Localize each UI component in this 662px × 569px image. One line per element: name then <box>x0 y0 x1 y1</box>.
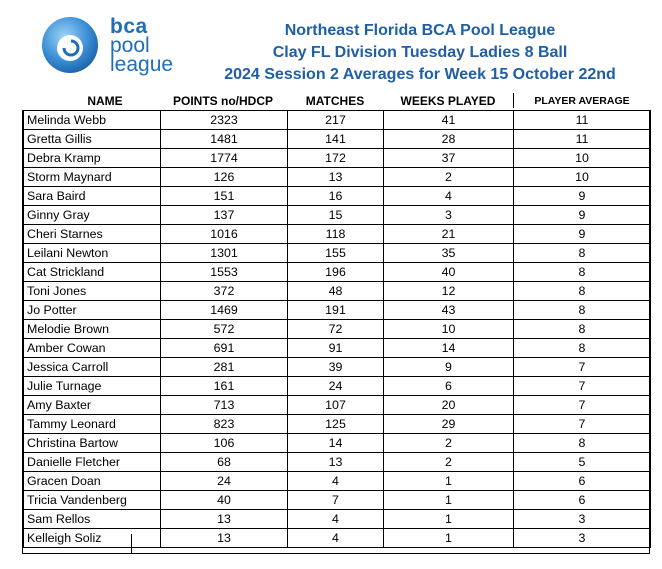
report-titles <box>190 20 650 86</box>
logo-line-league: league <box>110 53 174 76</box>
points-cell: 1016 <box>161 225 288 244</box>
points-cell: 2323 <box>161 111 288 130</box>
weeks-cell: 10 <box>384 320 514 339</box>
average-cell: 8 <box>514 320 651 339</box>
player-name: Cheri Starnes <box>24 225 161 244</box>
matches-cell: 15 <box>288 206 384 225</box>
player-name: Kelleigh Soliz <box>24 529 161 548</box>
average-cell: 7 <box>514 358 651 377</box>
player-name: Christina Bartow <box>24 434 161 453</box>
player-name: Tammy Leonard <box>24 415 161 434</box>
table-row <box>24 206 651 225</box>
points-cell: 13 <box>161 529 288 548</box>
average-cell: 11 <box>514 130 651 149</box>
averages-table-body <box>24 111 651 548</box>
weeks-cell: 29 <box>384 415 514 434</box>
points-cell: 281 <box>161 358 288 377</box>
table-row <box>24 149 651 168</box>
player-name: Amber Cowan <box>24 339 161 358</box>
player-name: Melodie Brown <box>24 320 161 339</box>
average-cell: 3 <box>514 510 651 529</box>
table-row <box>24 111 651 130</box>
average-cell: 8 <box>514 434 651 453</box>
logo-line-bca: bca <box>110 15 148 38</box>
matches-cell: 196 <box>288 263 384 282</box>
player-name: Tricia Vandenberg <box>24 491 161 510</box>
matches-cell: 125 <box>288 415 384 434</box>
average-cell: 7 <box>514 377 651 396</box>
points-cell: 1774 <box>161 149 288 168</box>
matches-cell: 118 <box>288 225 384 244</box>
weeks-cell: 1 <box>384 491 514 510</box>
points-cell: 691 <box>161 339 288 358</box>
matches-cell: 155 <box>288 244 384 263</box>
player-name: Sara Baird <box>24 187 161 206</box>
column-header-average: PLAYER AVERAGE <box>534 95 630 107</box>
points-cell: 106 <box>161 434 288 453</box>
player-name: Jo Potter <box>24 301 161 320</box>
weeks-cell: 37 <box>384 149 514 168</box>
points-cell: 126 <box>161 168 288 187</box>
logo-line-pool: pool <box>110 34 150 57</box>
player-name: Storm Maynard <box>24 168 161 187</box>
table-row <box>24 434 651 453</box>
points-cell: 68 <box>161 453 288 472</box>
average-cell: 5 <box>514 453 651 472</box>
weeks-cell: 35 <box>384 244 514 263</box>
weeks-cell: 43 <box>384 301 514 320</box>
points-cell: 1481 <box>161 130 288 149</box>
division-title: Clay FL Division Tuesday Ladies 8 Ball <box>272 44 568 61</box>
matches-cell: 191 <box>288 301 384 320</box>
matches-cell: 7 <box>288 491 384 510</box>
table-row <box>24 453 651 472</box>
table-row <box>24 130 651 149</box>
matches-cell: 4 <box>288 510 384 529</box>
player-name: Jessica Carroll <box>24 358 161 377</box>
points-cell: 24 <box>161 472 288 491</box>
points-cell: 161 <box>161 377 288 396</box>
table-row <box>24 187 651 206</box>
table-row <box>24 301 651 320</box>
matches-cell: 13 <box>288 453 384 472</box>
logo-wordmark <box>110 17 173 74</box>
table-row <box>24 168 651 187</box>
average-cell: 11 <box>514 111 651 130</box>
points-cell: 40 <box>161 491 288 510</box>
table-row <box>24 415 651 434</box>
table-row <box>24 244 651 263</box>
average-cell: 8 <box>514 301 651 320</box>
column-header-name: NAME <box>87 94 123 108</box>
column-header-weeks: WEEKS PLAYED <box>400 94 496 108</box>
column-header-matches: MATCHES <box>305 94 365 108</box>
matches-cell: 72 <box>288 320 384 339</box>
bca-pool-league-logo <box>30 15 180 85</box>
table-row <box>24 510 651 529</box>
table-row <box>24 529 651 548</box>
average-cell: 7 <box>514 396 651 415</box>
average-cell: 9 <box>514 187 651 206</box>
average-cell: 8 <box>514 263 651 282</box>
table-row <box>24 320 651 339</box>
points-cell: 1553 <box>161 263 288 282</box>
average-cell: 10 <box>514 149 651 168</box>
matches-cell: 91 <box>288 339 384 358</box>
matches-cell: 4 <box>288 529 384 548</box>
weeks-cell: 1 <box>384 510 514 529</box>
average-cell: 8 <box>514 282 651 301</box>
weeks-cell: 9 <box>384 358 514 377</box>
weeks-cell: 41 <box>384 111 514 130</box>
player-name: Ginny Gray <box>24 206 161 225</box>
average-cell: 7 <box>514 415 651 434</box>
player-name: Julie Turnage <box>24 377 161 396</box>
average-cell: 9 <box>514 225 651 244</box>
average-cell: 8 <box>514 244 651 263</box>
table-row <box>24 472 651 491</box>
matches-cell: 48 <box>288 282 384 301</box>
table-row <box>24 282 651 301</box>
weeks-cell: 12 <box>384 282 514 301</box>
league-title: Northeast Florida BCA Pool League <box>284 22 556 39</box>
weeks-cell: 1 <box>384 529 514 548</box>
table-row <box>24 263 651 282</box>
points-cell: 137 <box>161 206 288 225</box>
player-name: Amy Baxter <box>24 396 161 415</box>
player-name: Gracen Doan <box>24 472 161 491</box>
points-cell: 13 <box>161 510 288 529</box>
weeks-cell: 2 <box>384 434 514 453</box>
weeks-cell: 2 <box>384 453 514 472</box>
points-cell: 1469 <box>161 301 288 320</box>
table-row <box>24 358 651 377</box>
points-cell: 713 <box>161 396 288 415</box>
weeks-cell: 20 <box>384 396 514 415</box>
player-name: Danielle Fletcher <box>24 453 161 472</box>
weeks-cell: 21 <box>384 225 514 244</box>
average-cell: 10 <box>514 168 651 187</box>
points-cell: 372 <box>161 282 288 301</box>
matches-cell: 16 <box>288 187 384 206</box>
table-row <box>24 225 651 244</box>
matches-cell: 217 <box>288 111 384 130</box>
points-cell: 572 <box>161 320 288 339</box>
player-name: Debra Kramp <box>24 149 161 168</box>
average-cell: 3 <box>514 529 651 548</box>
player-name: Gretta Gillis <box>24 130 161 149</box>
averages-table <box>23 110 651 548</box>
matches-cell: 172 <box>288 149 384 168</box>
points-cell: 151 <box>161 187 288 206</box>
matches-cell: 141 <box>288 130 384 149</box>
weeks-cell: 40 <box>384 263 514 282</box>
header-divider <box>513 93 514 108</box>
player-name: Toni Jones <box>24 282 161 301</box>
average-cell: 9 <box>514 206 651 225</box>
weeks-cell: 6 <box>384 377 514 396</box>
average-cell: 6 <box>514 472 651 491</box>
weeks-cell: 14 <box>384 339 514 358</box>
points-cell: 1301 <box>161 244 288 263</box>
matches-cell: 24 <box>288 377 384 396</box>
table-row <box>24 339 651 358</box>
player-name: Leilani Newton <box>24 244 161 263</box>
average-cell: 8 <box>514 339 651 358</box>
matches-cell: 13 <box>288 168 384 187</box>
table-row <box>24 377 651 396</box>
weeks-cell: 28 <box>384 130 514 149</box>
table-row <box>24 491 651 510</box>
matches-cell: 39 <box>288 358 384 377</box>
weeks-cell: 2 <box>384 168 514 187</box>
average-cell: 6 <box>514 491 651 510</box>
last-row-divider <box>131 534 132 553</box>
column-header-points: POINTS no/HDCP <box>172 94 273 108</box>
player-name: Cat Strickland <box>24 263 161 282</box>
matches-cell: 4 <box>288 472 384 491</box>
matches-cell: 107 <box>288 396 384 415</box>
player-name: Melinda Webb <box>24 111 161 130</box>
weeks-cell: 1 <box>384 472 514 491</box>
table-row <box>24 396 651 415</box>
weeks-cell: 3 <box>384 206 514 225</box>
player-name: Sam Rellos <box>24 510 161 529</box>
weeks-cell: 4 <box>384 187 514 206</box>
points-cell: 823 <box>161 415 288 434</box>
matches-cell: 14 <box>288 434 384 453</box>
session-title: 2024 Session 2 Averages for Week 15 October 22nd <box>224 66 616 83</box>
